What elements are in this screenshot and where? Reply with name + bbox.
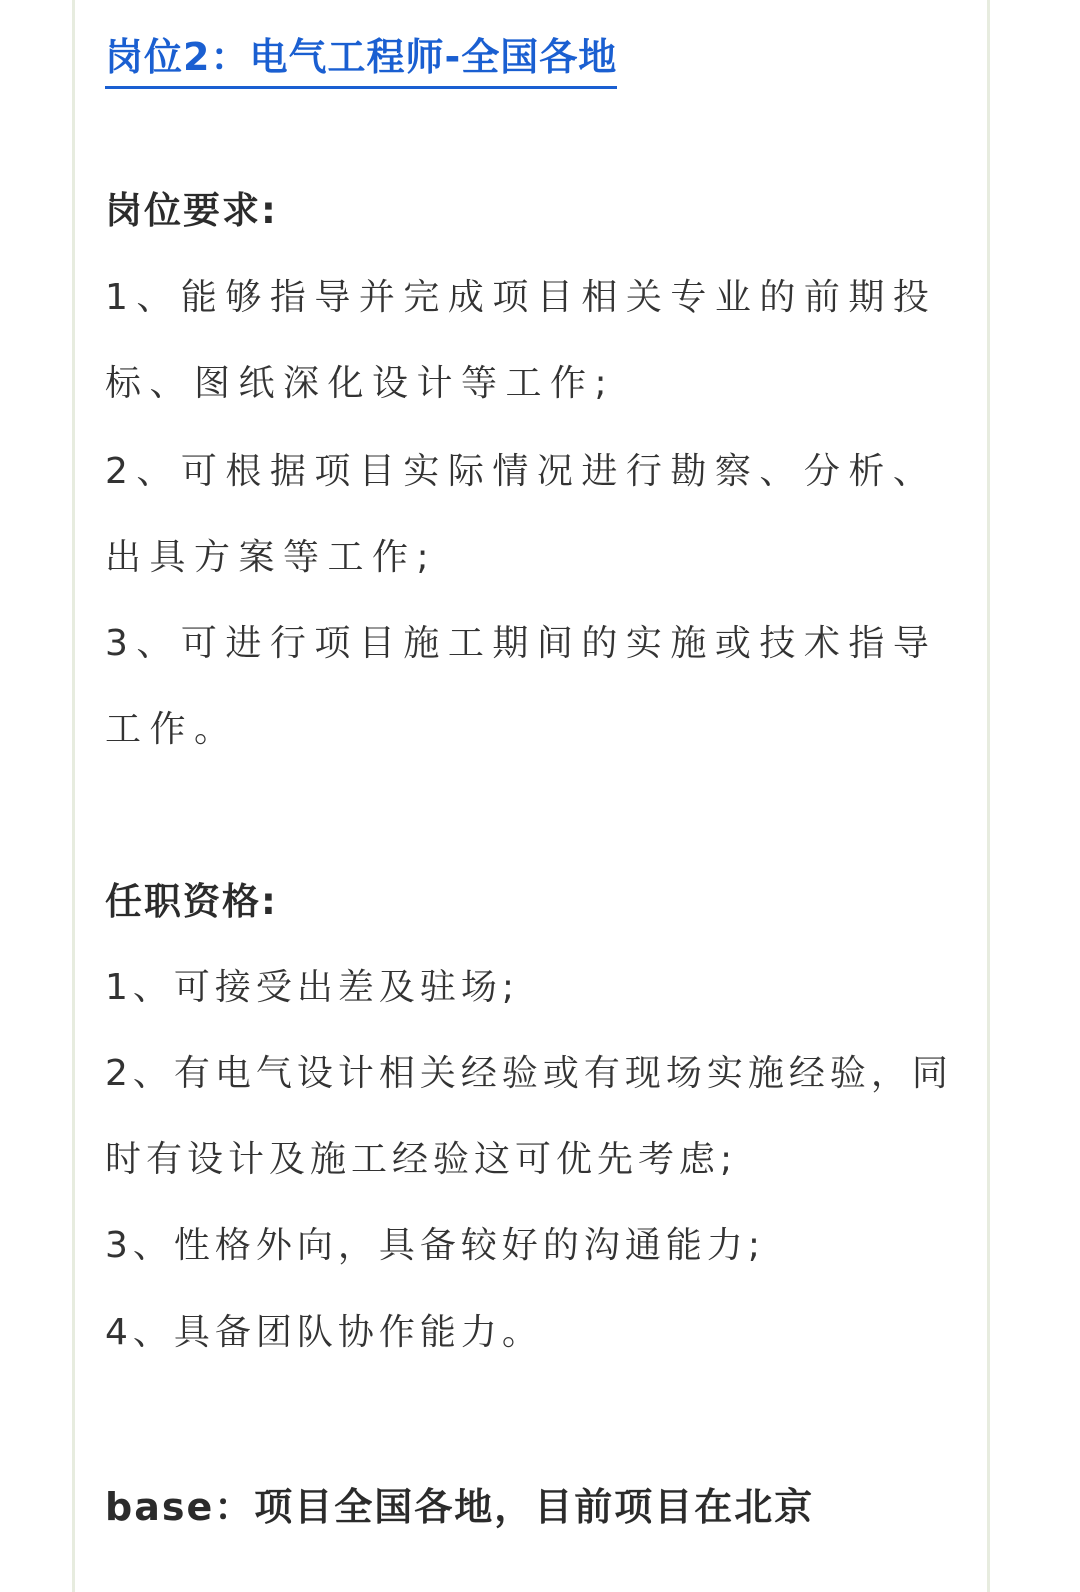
requirements-heading: 岗位要求: xyxy=(105,189,278,232)
qualification-item-1: 1、可接受出差及驻场; xyxy=(105,967,520,1008)
qualifications-heading: 任职资格: xyxy=(105,880,278,923)
requirement-item-1: 1、能够指导并完成项目相关专业的前期投标、图纸深化设计等工作; xyxy=(105,277,938,404)
job-title-link[interactable]: 岗位2：电气工程师-全国各地 xyxy=(105,30,617,89)
qualification-item-2: 2、有电气设计相关经验或有现场实施经验，同时有设计及施工经验这可优先考虑; xyxy=(105,1053,953,1180)
base-location: base：项目全国各地，目前项目在北京 xyxy=(105,1485,815,1529)
qualification-item-3: 3、性格外向，具备较好的沟通能力; xyxy=(105,1225,766,1266)
requirement-item-2: 2、可根据项目实际情况进行勘察、分析、出具方案等工作; xyxy=(105,451,938,578)
requirement-item-3: 3、可进行项目施工期间的实施或技术指导工作。 xyxy=(105,623,938,750)
qualification-item-4: 4、具备团队协作能力。 xyxy=(105,1312,543,1353)
